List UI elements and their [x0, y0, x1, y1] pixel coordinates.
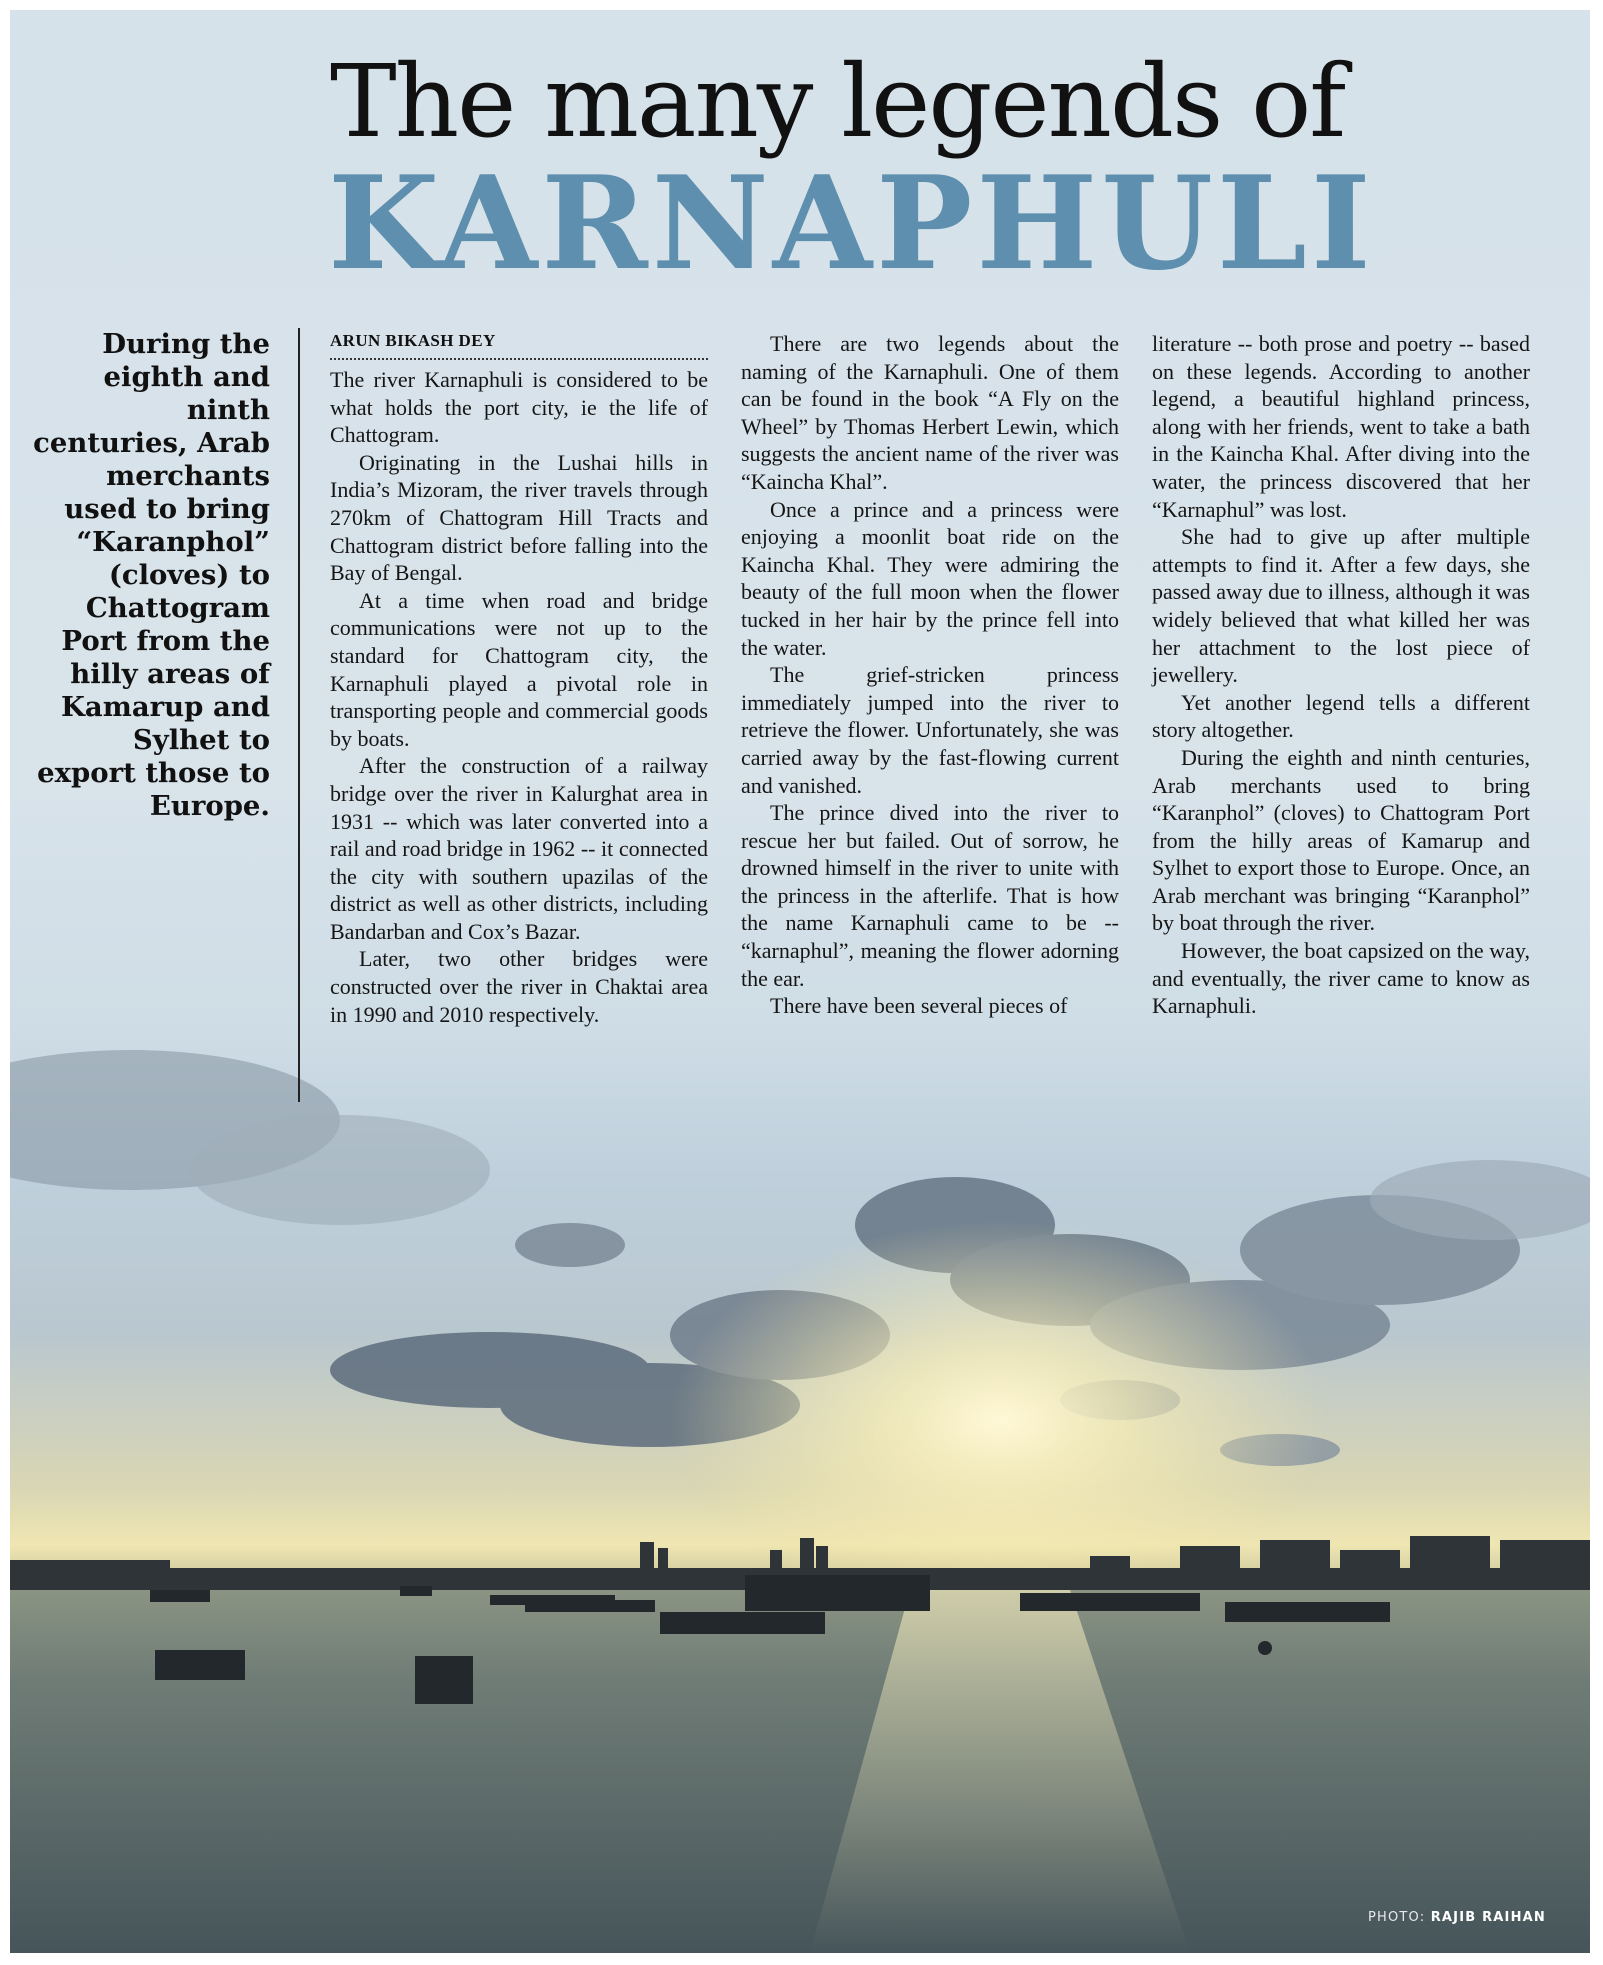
article-column-3	[1152, 330, 1530, 1020]
river-water	[10, 1590, 1590, 1953]
headline-line-2: KARNAPHULI	[328, 149, 1375, 299]
paragraph: literature -- both prose and poetry -- based on these legends. According to another legend, a beautiful highland princess, along with her friends, went to take a bath in the Kaincha Khal. After diving into the water, the princess discovered that her “Karnaphul” was lost.	[1152, 331, 1530, 522]
article-frame	[10, 10, 1590, 1953]
pull-quote-text: During the eighth and ninth centuries, Arab merchants used to bring “Karanphol” (cloves) to Chattogram Port from the hilly areas of Kamarup and Sylhet to export those to Europe.	[33, 328, 270, 822]
paragraph: There have been several pieces of	[770, 993, 1068, 1019]
column-divider	[298, 328, 300, 1102]
photo-credit-name: RAJIB RAIHAN	[1430, 1910, 1546, 1925]
photo-credit	[1368, 1910, 1546, 1925]
headline-line-1: The many legends of	[330, 43, 1345, 160]
paragraph: The grief-stricken princess immediately jumped into the river to retrieve the flower. Unfortunately, she was carried away by the fast-flowing current and vanished.	[741, 662, 1119, 798]
pull-quote	[30, 328, 270, 823]
byline: ARUN BIKASH DEY	[330, 330, 708, 360]
paragraph: After the construction of a railway bridge over the river in Kalurghat area in 1931 -- which was later converted into a rail and road bridge in 1962 -- it connected the city with southern upazilas of the district as well as other districts, including Bandarban and Cox’s Bazar.	[330, 753, 708, 944]
paragraph: She had to give up after multiple attempts to find it. After a few days, she passed away due to illness, although it was widely believed that what killed her was her attachment to the lost piece of jewellery.	[1152, 524, 1530, 688]
paragraph: Originating in the Lushai hills in India’s Mizoram, the river travels through 270km of Chattogram Hill Tracts and Chattogram district before falling into the Bay of Bengal.	[330, 449, 708, 586]
paragraph: During the eighth and ninth centuries, Arab merchants used to bring “Karanphol” (cloves) to Chattogram Port from the hilly areas of Kamarup and Sylhet to export those to Europe. Once, an Arab merchant was bringing “Karanphol” by boat through the river.	[1152, 744, 1530, 936]
paragraph: Later, two other bridges were constructed over the river in Chaktai area in 1990 and 2010 respectively.	[330, 946, 708, 1027]
article-column-2	[741, 330, 1119, 1020]
paragraph: Once a prince and a princess were enjoying a moonlit boat ride on the Kaincha Khal. They were admiring the beauty of the full moon when the flower tucked in her hair by the prince fell into the water.	[741, 496, 1119, 660]
paragraph: The river Karnaphuli is considered to be what holds the port city, ie the life of Chattogram.	[330, 367, 708, 448]
paragraph: The prince dived into the river to rescue her but failed. Out of sorrow, he drowned himself in the river to unite with the princess in the afterlife. That is how the name Karnaphuli came to be -- “karnaphul”, meaning the flower adorning the ear.	[741, 800, 1119, 991]
paragraph: Yet another legend tells a different story altogether.	[1152, 689, 1530, 743]
article-column-1	[330, 330, 708, 1028]
paragraph: At a time when road and bridge communications were not up to the standard for Chattogram city, the Karnaphuli played a pivotal role in transporting people and commercial goods by boats.	[330, 587, 708, 751]
photo-credit-label: PHOTO:	[1367, 1910, 1426, 1925]
paragraph: However, the boat capsized on the way, and eventually, the river came to know as Karnaphuli.	[1152, 938, 1530, 1019]
paragraph: There are two legends about the naming of the Karnaphuli. One of them can be found in the book “A Fly on the Wheel” by Thomas Herbert Lewin, which suggests the ancient name of the river was “Kaincha Khal”.	[741, 331, 1119, 494]
